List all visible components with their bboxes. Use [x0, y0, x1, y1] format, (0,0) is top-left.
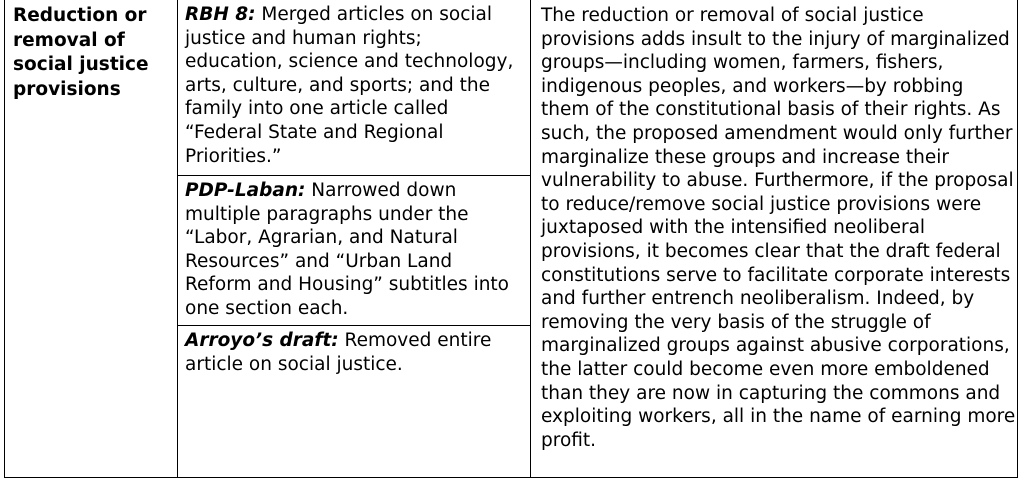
proposal-source: PDP-Laban:: [185, 180, 306, 201]
proposal-text: Removed entire article on social justice.: [185, 330, 492, 375]
proposal-source: RBH 8:: [185, 4, 256, 25]
proposal-cell-arroyo-draft: [178, 326, 530, 478]
topic-heading: Reduction or removal of social justice provisions: [13, 5, 149, 100]
comparison-table: [4, 0, 1018, 478]
proposal-cell-rbh8: [178, 0, 530, 176]
proposal-text: Narrowed down multiple paragraphs under the “Labor, Agrarian, and Natural Resources” and “Urban Land Reform and Housing” subtitles into one section each.: [185, 180, 510, 319]
proposal-cell-pdp-laban: [178, 176, 530, 326]
proposal-text: Merged articles on social justice and human rights; education, science and technology, arts, culture, and sports; and the family into one article called “Federal State and Regional Priorities.”: [185, 4, 514, 167]
proposals-column: [178, 0, 531, 477]
topic-cell: [5, 0, 178, 477]
proposal-source: Arroyo’s draft:: [185, 330, 339, 351]
analysis-paragraph: The reduction or removal of social justice provisions adds insult to the injury of marginalized groups—including women, farmers, fishers, indigenous peoples, and workers—by robbing them of the constitutional basis of their rights. As such, the proposed amendment would only further marginalize these groups and increase their vulnerability to abuse. Furthermore, if the proposal to reduce/remove social justice provisions were juxtaposed with the intensified neoliberal provisions, it becomes clear that the draft federal constitutions serve to facilitate corporate interests and further entrench neoliberalism. Indeed, by removing the very basis of the struggle of marginalized groups against abusive corporations, the latter could become even more emboldened than they are now in capturing the commons and exploiting workers, all in the name of earning more profit.: [541, 5, 1016, 451]
analysis-cell: [531, 0, 1017, 477]
